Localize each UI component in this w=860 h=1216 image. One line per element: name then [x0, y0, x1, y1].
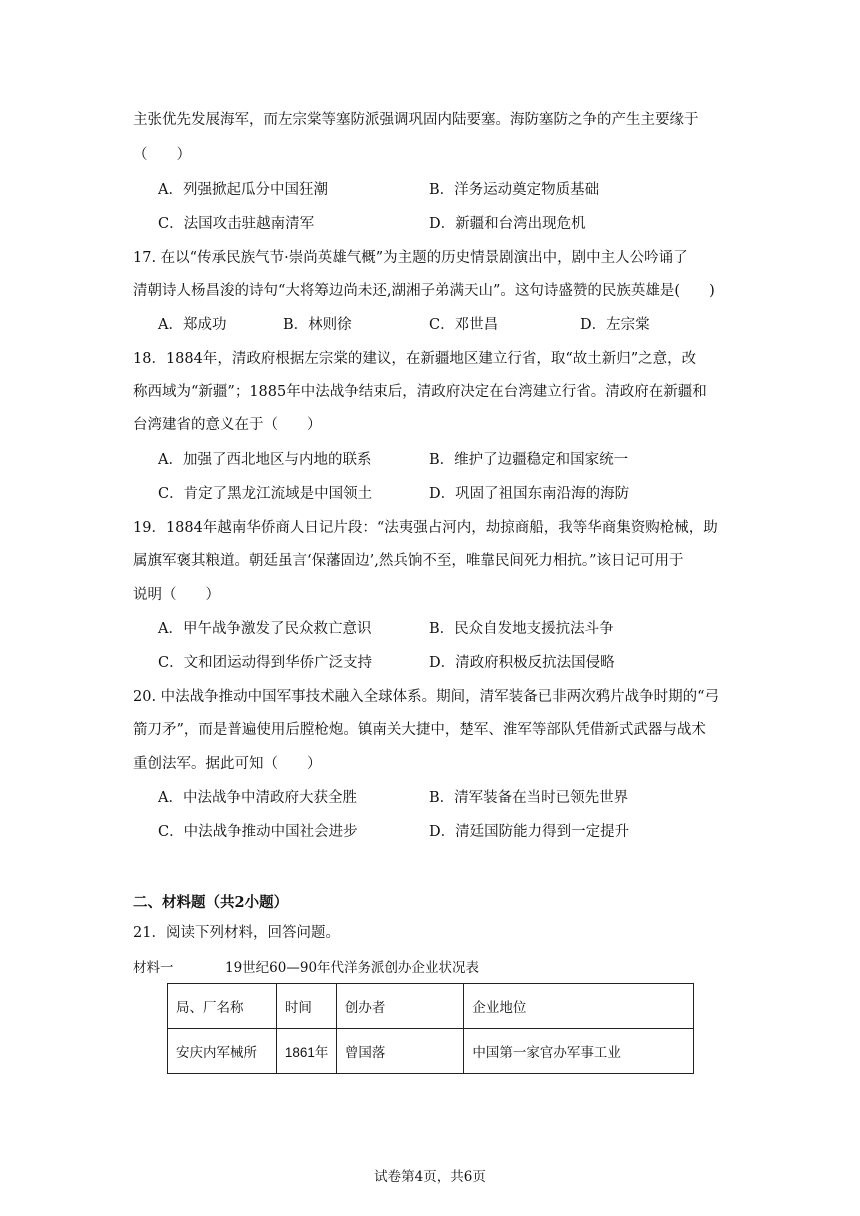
q20-option-c[interactable]: C．中法战争推动中国社会进步 — [158, 824, 358, 840]
section-title: 二、材料题（共2小题） — [133, 894, 289, 911]
q19-stem-line-1: 19．1884年越南华侨商人日记片段：“法夷强占河内，劫掠商船，我等华商集资购枪械，助 — [133, 520, 718, 536]
q18-option-a[interactable]: A．加强了西北地区与内地的联系 — [158, 452, 372, 468]
q18-stem-line-3: 台湾建省的意义在于（ ） — [133, 417, 322, 433]
q17-stem-line-1: 17. 在以“传承民族气节·崇尚英雄气概”为主题的历史情景剧演出中，剧中主人公吟诵了 — [133, 250, 688, 266]
q20-stem-line-1: 20. 中法战争推动中国军事技术融入全球体系。期间，清军装备已非两次鸦片战争时期的“弓 — [133, 689, 720, 705]
enterprise-table — [167, 983, 694, 1074]
q17-stem-line-2: 清朝诗人杨昌浚的诗句“大将筹边尚未还,湖湘子弟满天山”。这句诗盛赞的民族英雄是( ) — [133, 283, 715, 299]
q19-option-a[interactable]: A．甲午战争激发了民众救亡意识 — [158, 621, 372, 637]
q18-stem-line-1: 18．1884年，清政府根据左宗棠的建议，在新疆地区建立行省，取“故土新归”之意，改 — [133, 351, 697, 367]
caption-label: 材料一 — [133, 960, 174, 976]
q19-option-d[interactable]: D．清政府积极反抗法国侵略 — [429, 655, 615, 671]
q21-stem: 21．阅读下列材料，回答问题。 — [133, 925, 340, 941]
q20-stem-line-2: 箭刀矛”，而是普遍使用后膛枪炮。镇南关大捷中，楚军、淮军等部队凭借新式武器与战术 — [133, 722, 706, 738]
q18-option-d[interactable]: D．巩固了祖国东南沿海的海防 — [429, 486, 630, 502]
q16-stem-tail: 主张优先发展海军，而左宗棠等塞防派强调巩固内陆要塞。海防塞防之争的产生主要缘于 — [133, 112, 699, 128]
q20-stem-line-3: 重创法军。据此可知（ ） — [133, 756, 322, 772]
q20-option-b[interactable]: B．清军装备在当时已领先世界 — [429, 790, 629, 806]
table-cell: 中国第一家官办军事工业 — [464, 1029, 694, 1074]
q19-option-c[interactable]: C．文和团运动得到华侨广泛支持 — [158, 655, 373, 671]
table-row — [168, 1029, 694, 1074]
q20-option-a[interactable]: A．中法战争中清政府大获全胜 — [158, 790, 357, 806]
table-header-cell: 局、厂名称 — [168, 984, 277, 1029]
q20-option-d[interactable]: D．清廷国防能力得到一定提升 — [429, 824, 630, 840]
q19-option-b[interactable]: B．民众自发地支援抗法斗争 — [429, 621, 614, 637]
q16-option-d[interactable]: D．新疆和台湾出现危机 — [429, 216, 586, 232]
table-caption — [133, 956, 480, 976]
q19-stem-line-2: 属旗军褒其粮道。朝廷虽言‘保藩固边’,然兵饷不至，唯靠民间死力相抗。”该日记可用于 — [133, 553, 684, 569]
page-footer: 试卷第4页，共6页 — [374, 1169, 486, 1185]
table-header-cell: 企业地位 — [464, 984, 694, 1029]
table-header-cell: 创办者 — [336, 984, 464, 1029]
q17-option-c[interactable]: C．邓世昌 — [429, 317, 499, 333]
q17-option-a[interactable]: A．郑成功 — [158, 317, 227, 333]
q17-option-d[interactable]: D．左宗棠 — [580, 317, 650, 333]
q16-option-b[interactable]: B．洋务运动奠定物质基础 — [429, 182, 600, 198]
q17-option-b[interactable]: B．林则徐 — [283, 317, 352, 333]
q18-option-c[interactable]: C．肯定了黑龙江流域是中国领土 — [158, 486, 373, 502]
q18-option-b[interactable]: B．维护了边疆稳定和国家统一 — [429, 452, 629, 468]
q16-answer-paren: （ ） — [133, 147, 191, 163]
caption-title: 19世纪60—90年代洋务派创办企业状况表 — [225, 960, 480, 976]
table-header-row — [168, 984, 694, 1029]
q19-stem-line-3: 说明（ ） — [133, 587, 220, 603]
table-cell: 1861年 — [276, 1029, 336, 1074]
q16-option-c[interactable]: C．法国攻击驻越南清军 — [158, 216, 315, 232]
table-cell: 曾国落 — [336, 1029, 464, 1074]
q18-stem-line-2: 称西域为“新疆”；1885年中法战争结束后，清政府决定在台湾建立行省。清政府在新疆和 — [133, 384, 707, 400]
q16-option-a[interactable]: A．列强掀起瓜分中国狂潮 — [158, 182, 328, 198]
table-cell: 安庆内军械所 — [168, 1029, 277, 1074]
table-header-cell: 时间 — [276, 984, 336, 1029]
